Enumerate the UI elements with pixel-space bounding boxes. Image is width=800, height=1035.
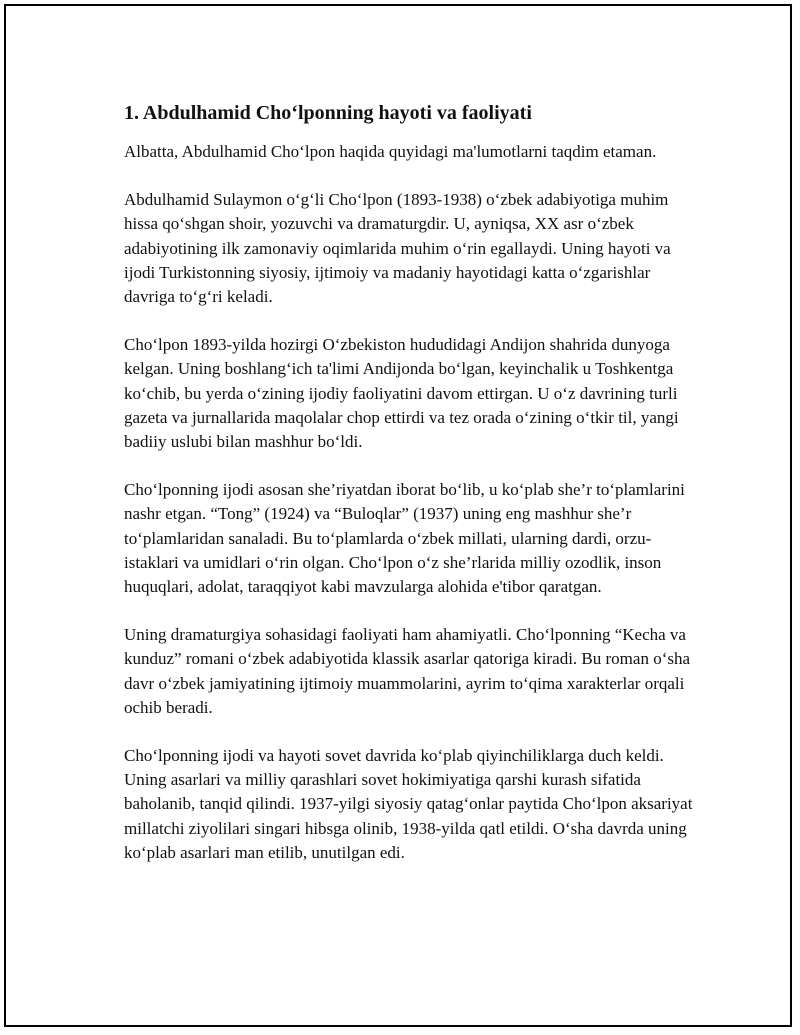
document-page — [4, 4, 792, 1027]
paragraph-soviet-era: Cho‘lponning ijodi va hayoti sovet davrida ko‘plab qiyinchiliklarga duch keldi. Uning asarlari va milliy qarashlari sovet hokimiyatiga qarshi kurash sifatida baholanib, tanqid qilindi. 1937-yilgi siyosiy qatag‘onlar paytida Cho‘lpon aksariyat millatchi ziyolilari singari hibsga olinib, 1938-yilda qatl etildi. O‘sha davrda uning ko‘plab asarlari man etilib, unutilgan edi. — [124, 746, 693, 862]
section-heading: 1. Abdulhamid Cho‘lponning hayoti va faoliyati — [124, 102, 532, 124]
paragraph-early-life: Cho‘lpon 1893-yilda hozirgi O‘zbekiston hududidagi Andijon shahrida dunyoga kelgan. Uning boshlang‘ich ta'limi Andijonda bo‘lgan, keyinchalik u Toshkentga ko‘chib, bu yerda o‘zining ijodiy faoliyatini davom ettirgan. U o‘z davrining turli gazeta va jurnallarida maqolalar chop ettirdi va tez orada o‘zining o‘tkir til, yangi badiiy uslubi bilan mashhur bo‘ldi. — [124, 335, 679, 452]
paragraph-dramaturgy: Uning dramaturgiya sohasidagi faoliyati ham ahamiyatli. Cho‘lponning “Kecha va kunduz” romani o‘zbek adabiyotida klassik asarlar qatoriga kiradi. Bu roman o‘sha davr o‘zbek jamiyatining ijtimoiy muammolarini, ayrim to‘qima xarakterlar orqali ochib beradi. — [124, 625, 691, 717]
paragraph-poetry: Cho‘lponning ijodi asosan she’riyatdan iborat bo‘lib, u ko‘plab she’r to‘plamlarini nashr etgan. “Tong” (1924) va “Buloqlar” (1937) uning eng mashhur she’r to‘plamlaridan sanaladi. Bu to‘plamlarda o‘zbek millati, ularning dardi, orzu-istaklari va umidlari o‘rin olgan. Cho‘lpon o‘z she’rlarida milliy ozodlik, inson huquqlari, adolat, taraqqiyot kabi mavzularga alohida e'tibor qaratgan. — [124, 480, 685, 597]
paragraph-biography: Abdulhamid Sulaymon o‘g‘li Cho‘lpon (1893-1938) o‘zbek adabiyotiga muhim hissa qo‘shgan shoir, yozuvchi va dramaturgdir. U, ayniqsa, XX asr o‘zbek adabiyotining ilk zamonaviy oqimlarida muhim o‘rin egallaydi. Uning hayoti va ijodi Turkistonning siyosiy, ijtimoiy va madaniy hayotidagi katta o‘zgarishlar davriga to‘g‘ri keladi. — [124, 190, 671, 307]
paragraph-intro: Albatta, Abdulhamid Cho‘lpon haqida quyidagi ma'lumotlarni taqdim etaman. — [124, 142, 657, 161]
document-body — [124, 99, 694, 889]
